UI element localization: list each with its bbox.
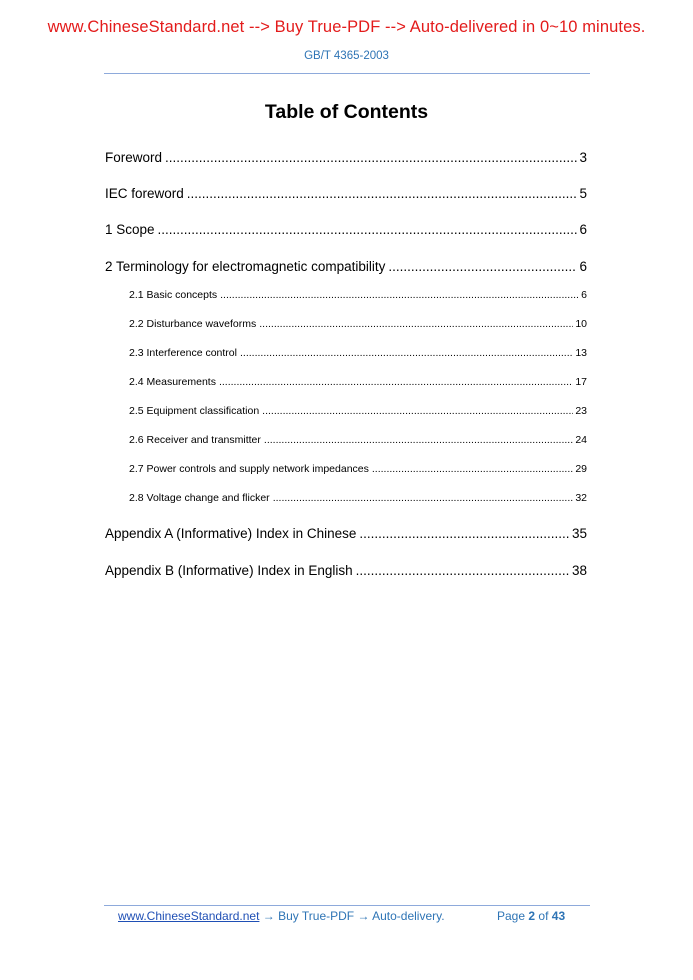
toc-entry-page: 5: [579, 186, 587, 201]
toc-entry-label: Appendix B (Informative) Index in English: [105, 563, 353, 578]
toc-entry-page: 23: [575, 405, 587, 417]
toc-dot-leader: [372, 463, 573, 475]
toc-entry-label: 2 Terminology for electromagnetic compatibility: [105, 259, 386, 274]
toc-dot-leader: [356, 563, 570, 578]
toc-entry-voltage-change[interactable]: [129, 492, 587, 504]
footer-promo: [118, 909, 445, 923]
footer-divider: [104, 905, 590, 906]
toc-dot-leader: [388, 259, 577, 274]
toc-entry-page: 24: [575, 434, 587, 446]
toc-entry-appendix-b[interactable]: [105, 563, 587, 578]
toc-entry-power-controls[interactable]: [129, 463, 587, 475]
toc-entry-label: 1 Scope: [105, 222, 155, 237]
toc-entry-measurements[interactable]: [129, 376, 587, 388]
total-pages-number: 43: [551, 909, 566, 923]
of-word: of: [538, 909, 549, 923]
toc-entry-label: 2.5 Equipment classification: [129, 405, 260, 417]
toc-entry-page: 13: [575, 347, 587, 359]
toc-entry-label: 2.2 Disturbance waveforms: [129, 318, 257, 330]
page-word: Page: [497, 909, 526, 923]
toc-entry-page: 38: [571, 563, 587, 578]
toc-entry-label: Appendix A (Informative) Index in Chinese: [105, 526, 357, 541]
toc-entry-terminology[interactable]: [105, 259, 587, 274]
toc-entry-label: 2.4 Measurements: [129, 376, 216, 388]
toc-entry-label: 2.3 Interference control: [129, 347, 237, 359]
toc-entry-page: 32: [575, 492, 587, 504]
toc-title: Table of Contents: [264, 101, 429, 123]
toc-entry-receiver-transmitter[interactable]: [129, 434, 587, 446]
toc-entry-page: 3: [579, 150, 587, 165]
toc-entry-scope[interactable]: [105, 222, 587, 237]
toc-dot-leader: [264, 434, 573, 446]
toc-entry-label: 2.6 Receiver and transmitter: [129, 434, 261, 446]
toc-dot-leader: [240, 347, 573, 359]
toc-entry-page: 6: [579, 222, 587, 237]
toc-entry-label: 2.7 Power controls and supply network impedances: [129, 463, 369, 475]
toc-entry-label: 2.1 Basic concepts: [129, 289, 218, 301]
toc-entry-page: 35: [571, 526, 587, 541]
toc-entry-interference-control[interactable]: [129, 347, 587, 359]
toc-entry-foreword[interactable]: [105, 150, 587, 165]
toc-entry-page: 10: [575, 318, 587, 330]
toc-dot-leader: [262, 405, 573, 417]
toc-entry-disturbance-waveforms[interactable]: [129, 318, 587, 330]
toc-dot-leader: [165, 150, 577, 165]
footer-promo-text: → Buy True-PDF → Auto-delivery.: [259, 909, 445, 923]
toc-entry-appendix-a[interactable]: [105, 526, 587, 541]
toc-dot-leader: [158, 222, 578, 237]
footer-site-link[interactable]: www.ChineseStandard.net: [118, 909, 260, 923]
toc-entry-label: IEC foreword: [105, 186, 184, 201]
toc-entry-page: 6: [581, 289, 587, 301]
current-page-number: 2: [528, 909, 536, 923]
toc-dot-leader: [273, 492, 574, 504]
toc-dot-leader: [187, 186, 578, 201]
toc-entry-basic-concepts[interactable]: [129, 289, 587, 301]
toc-entry-label: Foreword: [105, 150, 163, 165]
toc-dot-leader: [259, 318, 573, 330]
standard-code-header: GB/T 4365-2003: [304, 50, 389, 62]
toc-entry-page: 17: [575, 376, 587, 388]
toc-entry-page: 29: [575, 463, 587, 475]
promo-banner: www.ChineseStandard.net --> Buy True-PDF --> Auto-delivered in 0~10 minutes.: [47, 18, 646, 36]
toc-entry-iec-foreword[interactable]: [105, 186, 587, 201]
toc-dot-leader: [359, 526, 570, 541]
header-divider: [104, 73, 590, 74]
page-indicator: [497, 909, 565, 923]
toc-entry-page: 6: [579, 259, 587, 274]
toc-entry-equipment-classification[interactable]: [129, 405, 587, 417]
toc-dot-leader: [220, 289, 579, 301]
toc-dot-leader: [219, 376, 573, 388]
toc-entry-label: 2.8 Voltage change and flicker: [129, 492, 270, 504]
